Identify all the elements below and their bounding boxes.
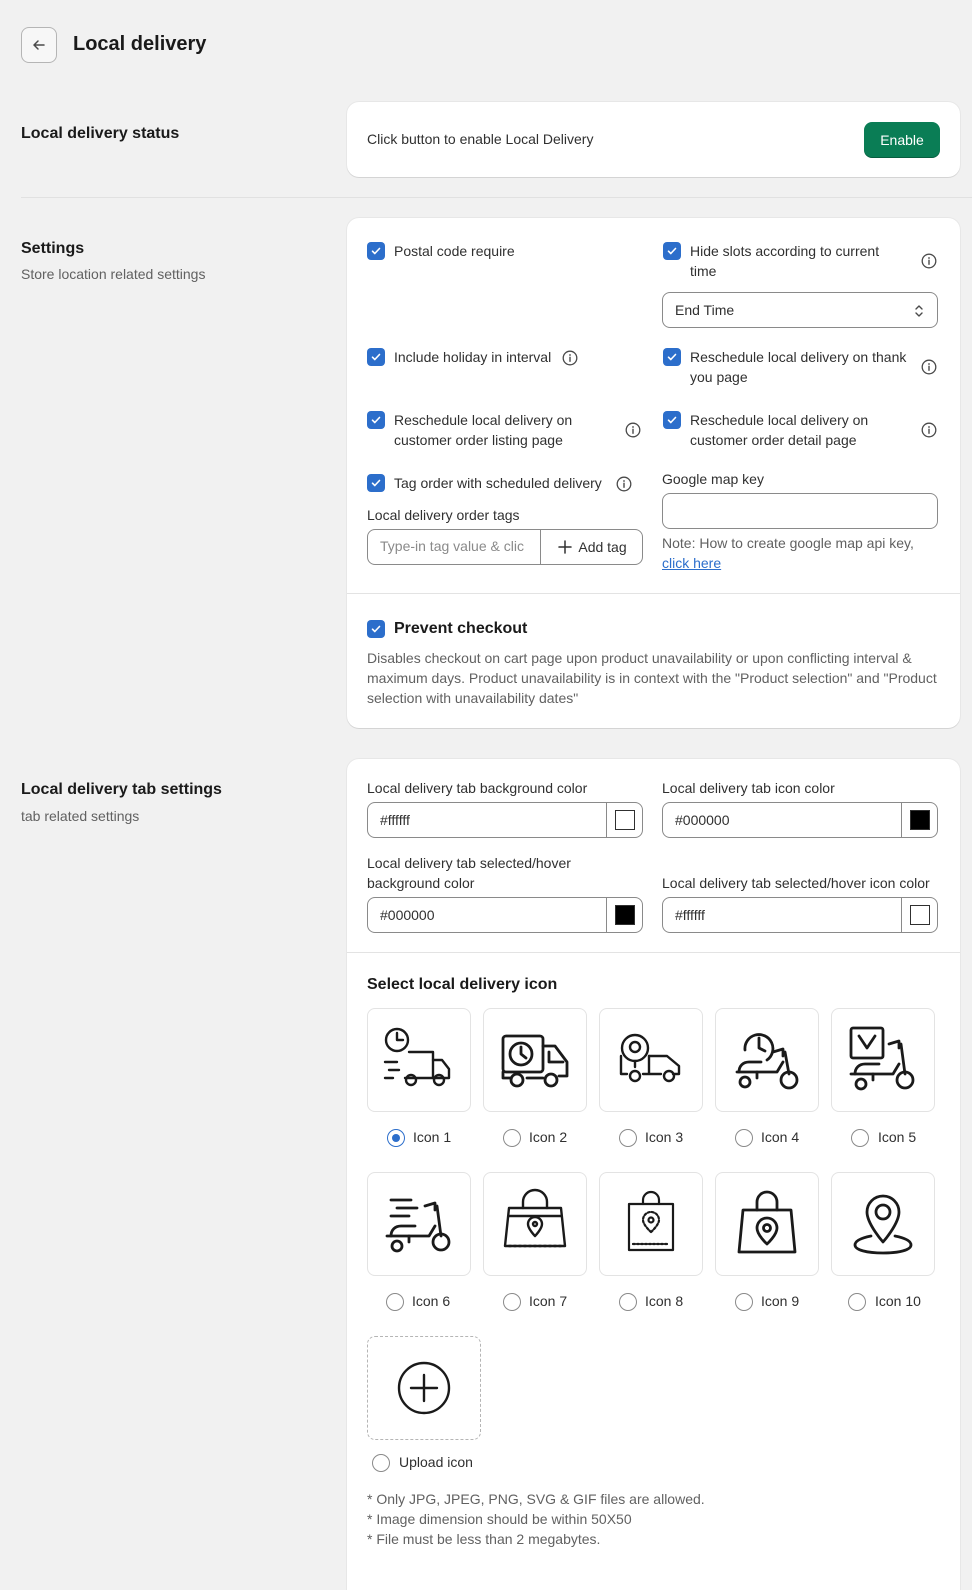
reschedule-thank-checkbox[interactable] — [663, 348, 681, 366]
selected-icon-swatch-button[interactable] — [901, 898, 937, 932]
icon-5-radio[interactable] — [851, 1129, 869, 1147]
back-button[interactable] — [21, 27, 57, 63]
plus-icon — [558, 540, 572, 554]
arrow-left-icon — [31, 37, 47, 53]
tag-order-checkbox[interactable] — [367, 474, 385, 492]
prevent-checkout-checkbox[interactable] — [367, 620, 385, 638]
hide-slots-checkbox[interactable] — [663, 242, 681, 260]
upload-icon-tile[interactable] — [367, 1336, 481, 1440]
color-swatch — [910, 905, 930, 925]
delivery-icon-8-tile[interactable] — [599, 1172, 703, 1276]
location-truck-icon — [613, 1022, 689, 1098]
card-divider — [347, 593, 960, 594]
icon-5-label: Icon 5 — [878, 1129, 917, 1145]
icon-3-label: Icon 3 — [645, 1129, 684, 1145]
timer-truck-icon — [497, 1022, 573, 1098]
status-message: Click button to enable Local Delivery — [367, 131, 594, 147]
click-here-link[interactable]: click here — [662, 555, 722, 571]
reschedule-thank-label: Reschedule local delivery on thank you page — [690, 349, 907, 385]
delivery-icon-1-tile[interactable] — [367, 1008, 471, 1112]
chevron-up-down-icon — [913, 303, 925, 319]
tab-section-title: Local delivery tab settings — [21, 781, 222, 798]
bag-location-icon — [729, 1186, 805, 1262]
color-swatch — [615, 810, 635, 830]
reschedule-detail-checkbox[interactable] — [663, 411, 681, 429]
info-icon[interactable] — [921, 359, 937, 375]
selected-bg-color-label: Local delivery tab selected/hover background color — [367, 855, 571, 891]
section-divider — [21, 197, 972, 198]
tab-section-subtitle: tab related settings — [21, 808, 140, 824]
google-map-key-label: Google map key — [662, 471, 764, 487]
status-section-title: Local delivery status — [21, 125, 180, 142]
tag-input[interactable]: Type-in tag value & clic — [380, 538, 524, 554]
icon-color-input[interactable]: #000000 — [662, 802, 938, 838]
settings-section-title: Settings — [21, 240, 85, 257]
selected-icon-color-input[interactable]: #ffffff — [662, 897, 938, 933]
end-time-value: End Time — [675, 302, 735, 318]
add-tag-button[interactable] — [540, 530, 643, 564]
tag-input-group — [367, 529, 643, 565]
color-swatch — [910, 810, 930, 830]
delivery-icon-9-tile[interactable] — [715, 1172, 819, 1276]
delivery-icon-5-tile[interactable] — [831, 1008, 935, 1112]
fast-scooter-icon — [381, 1186, 457, 1262]
bg-color-input[interactable]: #ffffff — [367, 802, 643, 838]
icon-6-radio[interactable] — [386, 1293, 404, 1311]
google-map-key-input[interactable] — [662, 493, 938, 529]
plus-circle-icon — [396, 1360, 452, 1416]
prevent-checkout-description: Disables checkout on cart page upon product unavailability or upon conflicting interval & maximum days. Product unavailability is in context with the "Product selection" and "Product selection with unavailability dates" — [367, 650, 937, 706]
icon-2-label: Icon 2 — [529, 1129, 568, 1145]
icon-4-radio[interactable] — [735, 1129, 753, 1147]
info-icon[interactable] — [921, 422, 937, 438]
shopping-bag-pin-icon — [497, 1186, 573, 1262]
delivery-icon-6-tile[interactable] — [367, 1172, 471, 1276]
include-holiday-checkbox[interactable] — [367, 348, 385, 366]
clock-truck-icon — [381, 1022, 457, 1098]
icon-1-label: Icon 1 — [413, 1129, 452, 1145]
icon-3-radio[interactable] — [619, 1129, 637, 1147]
info-icon[interactable] — [562, 350, 578, 366]
map-key-note: Note: How to create google map api key, — [662, 535, 914, 551]
tab-settings-card — [347, 759, 960, 1590]
info-icon[interactable] — [616, 476, 632, 492]
bg-color-label: Local delivery tab background color — [367, 780, 588, 796]
card-divider — [347, 952, 960, 953]
icon-4-label: Icon 4 — [761, 1129, 800, 1145]
postal-code-checkbox[interactable] — [367, 242, 385, 260]
icon-color-label: Local delivery tab icon color — [662, 780, 835, 796]
delivery-icon-10-tile[interactable] — [831, 1172, 935, 1276]
enable-button[interactable]: Enable — [864, 122, 940, 158]
reschedule-listing-checkbox[interactable] — [367, 411, 385, 429]
order-tags-label: Local delivery order tags — [367, 507, 520, 523]
map-pin-icon — [845, 1186, 921, 1262]
icon-9-radio[interactable] — [735, 1293, 753, 1311]
add-tag-label: Add tag — [578, 539, 627, 555]
include-holiday-label: Include holiday in interval — [394, 349, 552, 365]
file-rule-3: * File must be less than 2 megabytes. — [367, 1531, 601, 1547]
upload-icon-radio[interactable] — [372, 1454, 390, 1472]
reschedule-listing-label: Reschedule local delivery on customer order listing page — [394, 412, 573, 448]
selected-bg-swatch-button[interactable] — [606, 898, 642, 932]
settings-section-subtitle: Store location related settings — [21, 266, 206, 282]
select-icon-title: Select local delivery icon — [367, 976, 558, 993]
file-rule-1: * Only JPG, JPEG, PNG, SVG & GIF files are allowed. — [367, 1491, 705, 1507]
icon-7-radio[interactable] — [503, 1293, 521, 1311]
clock-scooter-icon — [729, 1022, 805, 1098]
selected-icon-color-label: Local delivery tab selected/hover icon color — [662, 875, 930, 891]
icon-6-label: Icon 6 — [412, 1293, 451, 1309]
delivery-icon-2-tile[interactable] — [483, 1008, 587, 1112]
icon-8-radio[interactable] — [619, 1293, 637, 1311]
postal-code-label: Postal code require — [394, 243, 515, 259]
icon-7-label: Icon 7 — [529, 1293, 568, 1309]
upload-icon-label: Upload icon — [399, 1454, 473, 1470]
hide-slots-label: Hide slots according to current time — [690, 243, 880, 279]
icon-10-label: Icon 10 — [875, 1293, 921, 1309]
settings-card — [347, 218, 960, 728]
delivery-icon-4-tile[interactable] — [715, 1008, 819, 1112]
selected-bg-color-input[interactable]: #000000 — [367, 897, 643, 933]
end-time-select[interactable] — [662, 292, 938, 328]
bag-dotted-pin-icon — [613, 1186, 689, 1262]
icon-1-radio[interactable] — [387, 1129, 405, 1147]
prevent-checkout-label: Prevent checkout — [394, 620, 528, 637]
status-card — [347, 102, 960, 177]
icon-10-radio[interactable] — [848, 1293, 866, 1311]
icon-2-radio[interactable] — [503, 1129, 521, 1147]
info-icon[interactable] — [625, 422, 641, 438]
icon-8-label: Icon 8 — [645, 1293, 684, 1309]
info-icon[interactable] — [921, 253, 937, 269]
box-scooter-icon — [845, 1022, 921, 1098]
delivery-icon-3-tile[interactable] — [599, 1008, 703, 1112]
page-title: Local delivery — [73, 33, 207, 55]
bg-color-swatch-button[interactable] — [606, 803, 642, 837]
tag-order-label: Tag order with scheduled delivery — [394, 475, 602, 491]
icon-9-label: Icon 9 — [761, 1293, 800, 1309]
delivery-icon-7-tile[interactable] — [483, 1172, 587, 1276]
file-rule-2: * Image dimension should be within 50X50 — [367, 1511, 632, 1527]
icon-color-swatch-button[interactable] — [901, 803, 937, 837]
reschedule-detail-label: Reschedule local delivery on customer order detail page — [690, 412, 869, 448]
color-swatch — [615, 905, 635, 925]
